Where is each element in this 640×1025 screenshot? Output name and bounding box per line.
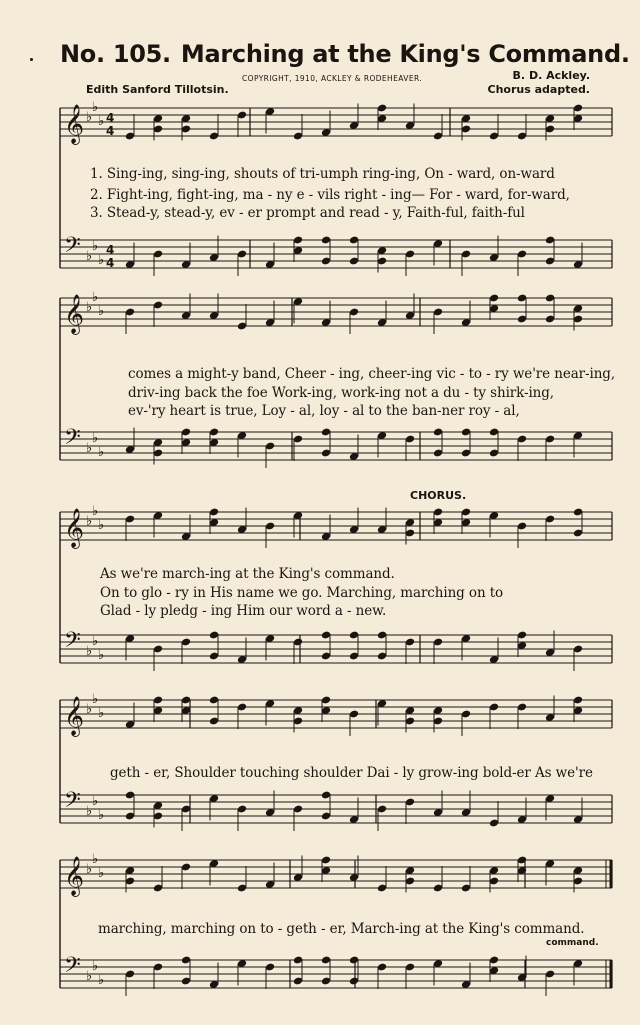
- flat-sign: ♭: [92, 852, 99, 867]
- treble-clef: 𝄞: [64, 696, 85, 736]
- flat-sign: ♭: [86, 110, 93, 125]
- flat-sign: ♭: [98, 706, 105, 721]
- flat-sign: ♭: [86, 300, 93, 315]
- system2-verse3: ev-'ry heart is true, Loy - al, loy - al to the ban-ner roy - al,: [128, 403, 520, 419]
- time-signature-bottom: 4: [106, 256, 115, 270]
- flat-sign: ♭: [92, 794, 99, 809]
- flat-sign: ♭: [86, 441, 93, 456]
- system3-verse3: Glad - ly pledg - ing Him our word a - new.: [100, 603, 387, 619]
- flat-sign: ♭: [98, 304, 105, 319]
- flat-sign: ♭: [92, 959, 99, 974]
- system2-verse1: comes a might-y band, Cheer - ing, cheer-ing vic - to - ry we're near-ing,: [128, 366, 616, 382]
- treble-clef: 𝄞: [64, 104, 85, 144]
- system3-verse2: On to glo - ry in His name we go. Marching, marching on to: [100, 585, 504, 601]
- flat-sign: ♭: [92, 634, 99, 649]
- system4-lyrics: geth - er, Shoulder touching shoulder Dai - ly grow-ing bold-er As we're: [110, 765, 593, 781]
- bass-clef: 𝄢: [64, 233, 81, 263]
- chorus-label: CHORUS.: [410, 489, 467, 502]
- bass-clef: 𝄢: [64, 788, 81, 818]
- flat-sign: ♭: [92, 290, 99, 305]
- system3-verse1: As we're march-ing at the King's command.: [100, 566, 395, 582]
- flat-sign: ♭: [98, 253, 105, 268]
- flat-sign: ♭: [86, 644, 93, 659]
- flat-sign: ♭: [92, 692, 99, 707]
- flat-sign: ♭: [98, 518, 105, 533]
- treble-clef: 𝄞: [64, 856, 85, 896]
- system2-verse2: driv-ing back the foe Work-ing, work-ing not a du - ty shirk-ing,: [128, 385, 554, 401]
- treble-clef: 𝄞: [64, 508, 85, 548]
- system1-verse3: 3. Stead-y, stead-y, ev - er prompt and read - y, Faith-ful, faith-ful: [90, 205, 525, 221]
- flat-sign: ♭: [98, 648, 105, 663]
- copyright-notice: COPYRIGHT, 1910, ACKLEY & RODEHEAVER.: [242, 74, 423, 83]
- system1-verse1: 1. Sing-ing, sing-ing, shouts of tri-umph ring-ing, On - ward, on-ward: [90, 166, 555, 182]
- flat-sign: ♭: [86, 249, 93, 264]
- system1-verse2: 2. Fight-ing, fight-ing, ma - ny e - vils right - ing— For - ward, for-ward,: [90, 187, 570, 203]
- flat-sign: ♭: [92, 239, 99, 254]
- flat-sign: ♭: [86, 969, 93, 984]
- bass-clef: 𝄢: [64, 628, 81, 658]
- system5-lyrics: marching, marching on to - geth - er, March-ing at the King's command.: [98, 921, 585, 937]
- flat-sign: ♭: [86, 514, 93, 529]
- flat-sign: ♭: [92, 431, 99, 446]
- flat-sign: ♭: [98, 973, 105, 988]
- flat-sign: ♭: [86, 702, 93, 717]
- time-signature-top: 4: [106, 111, 115, 125]
- system5-small-word: command.: [546, 938, 599, 948]
- flat-sign: ♭: [92, 100, 99, 115]
- treble-clef: 𝄞: [64, 294, 85, 334]
- flat-sign: ♭: [86, 804, 93, 819]
- composer-note: Chorus adapted.: [487, 83, 590, 96]
- lyricist-credit: Edith Sanford Tillotsin.: [86, 83, 229, 96]
- flat-sign: ♭: [98, 445, 105, 460]
- hymn-title: Marching at the King's Command.: [180, 40, 630, 68]
- flat-sign: ♭: [92, 504, 99, 519]
- time-signature-bottom: 4: [106, 124, 115, 138]
- flat-sign: ♭: [98, 114, 105, 129]
- hymn-number: No. 105.: [60, 40, 171, 68]
- flat-sign: ♭: [98, 866, 105, 881]
- bass-clef: 𝄢: [64, 953, 81, 983]
- flat-sign: ♭: [98, 808, 105, 823]
- flat-sign: ♭: [86, 862, 93, 877]
- composer-name: B. D. Ackley.: [512, 69, 590, 82]
- time-signature-top: 4: [106, 243, 115, 257]
- bass-clef: 𝄢: [64, 425, 81, 455]
